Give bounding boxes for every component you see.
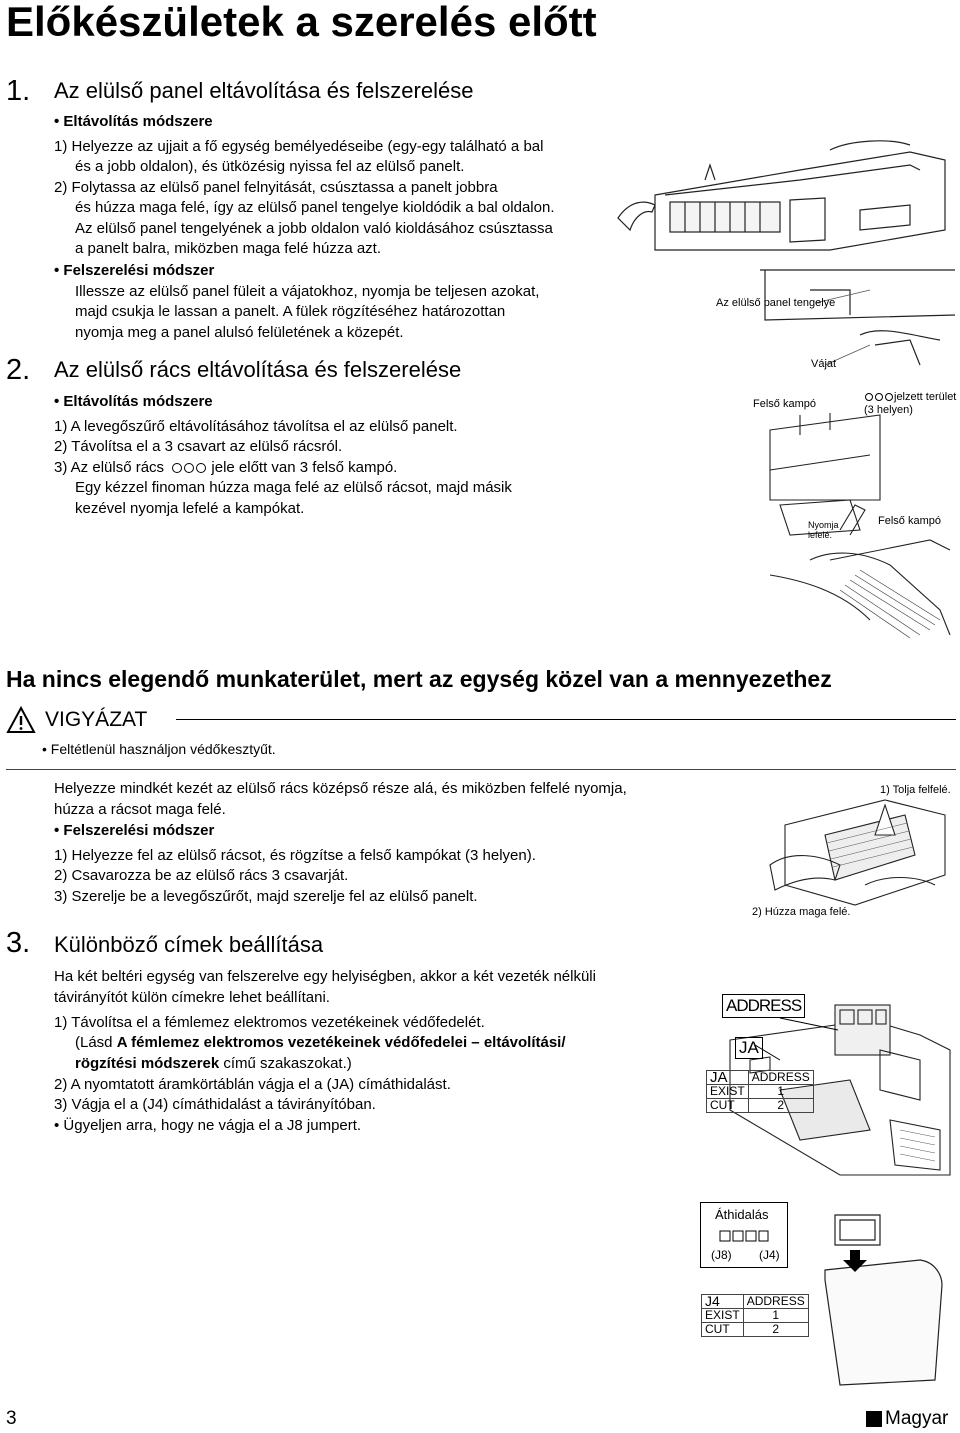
text-line: 1) Helyezze fel az elülső rácsot, és rögzítse a felső kampókat (3 helyen). — [54, 847, 536, 864]
figure-label-marked-area: jelzett terület — [864, 391, 956, 404]
text-line: Ha két beltéri egység van felszerelve egy helyiségben, akkor a két vezeték nélküli — [54, 968, 596, 985]
text-line: 3) Szerelje be a levegőszűrőt, majd szerelje fel az elülső panelt. — [54, 888, 478, 905]
table-cell: 1 — [748, 1085, 813, 1099]
table-cell: EXIST — [707, 1085, 749, 1099]
j4-address-table — [701, 1294, 809, 1337]
circle-mark-icon — [864, 391, 894, 403]
jumper-j4-label: (J4) — [759, 1248, 780, 1262]
caution-bottom-rule — [6, 769, 956, 770]
text-line: a panelt balra, miközben maga felé húzza azt. — [75, 240, 382, 257]
grille-hands-illustration — [765, 795, 955, 915]
table-cell: 1 — [743, 1309, 808, 1323]
text-line: rögzítési módszerek című szakaszokat.) — [75, 1055, 352, 1072]
text-line: nyomja meg a panel alulsó felületének a közepét. — [75, 324, 404, 341]
table-cell: J4 — [702, 1295, 744, 1309]
warning-triangle-icon — [6, 706, 36, 734]
language-square-icon — [866, 1411, 882, 1427]
figure-label-three-places: (3 helyen) — [864, 404, 913, 416]
workspace-heading: Ha nincs elegendő munkaterület, mert az egység közel van a mennyezethez — [6, 666, 832, 692]
section-3-title: Különböző címek beállítása — [54, 932, 324, 957]
section-1-title: Az elülső panel eltávolítása és felszerelése — [54, 78, 474, 103]
text-line: majd csukja le lassan a panelt. A fülek rögzítéséhez határozottan — [75, 303, 506, 320]
figure-label-push-down: Nyomja lefelé. — [808, 520, 839, 540]
caution-item: • Feltétlenül használjon védőkesztyűt. — [42, 741, 276, 757]
board-label-ja: JA — [735, 1037, 763, 1059]
text-line: 2) Csavarozza be az elülső rács 3 csavarját. — [54, 867, 349, 884]
table-cell: CUT — [707, 1099, 749, 1113]
workspace-install-heading: • Felszerelési módszer — [54, 822, 215, 839]
table-cell: ADDRESS — [748, 1071, 813, 1085]
jumper-pins-icon — [719, 1229, 769, 1243]
figure-label-pull: 2) Húzza maga felé. — [752, 906, 851, 918]
jumper-label: Áthidalás — [715, 1207, 769, 1222]
page-title: Előkészületek a szerelés előtt — [6, 0, 597, 45]
section-1-removal-heading: • Eltávolítás módszere — [54, 113, 213, 130]
jumper-j8-label: (J8) — [711, 1248, 732, 1262]
table-cell: CUT — [702, 1323, 744, 1337]
board-label-address: ADDRESS — [722, 994, 805, 1018]
text-line: Az elülső panel tengelyének a jobb oldalon való kioldásához csúsztassa — [75, 220, 553, 237]
figure-label-push-up: 1) Tolja felfelé. — [880, 784, 951, 796]
figure-label-groove: Vájat — [811, 358, 837, 370]
section-2-title: Az elülső rács eltávolítása és felszerelése — [54, 357, 462, 382]
ja-address-table — [706, 1070, 814, 1113]
text-line: Helyezze mindkét kezét az elülső rács középső része alá, és miközben felfelé nyomja, — [54, 780, 627, 797]
text-line: húzza a rácsot maga felé. — [54, 801, 226, 818]
caution-rule — [176, 719, 956, 720]
table-cell: 2 — [748, 1099, 813, 1113]
language-label: Magyar — [885, 1408, 949, 1429]
section-1-number: 1. — [6, 75, 31, 107]
remote-controller-illustration — [770, 1190, 960, 1390]
section-1-install-heading: • Felszerelési módszer — [54, 262, 215, 279]
text-fragment: jele előtt van 3 felső kampó. — [211, 459, 398, 476]
text-line: és húzza maga felé, így az elülső panel tengelye kioldódik a bal oldalon. — [75, 199, 555, 216]
text-line: távirányítót külön címekre lehet beállítani. — [54, 989, 330, 1006]
text-line: Illessze az elülső panel füleit a vájatokhoz, nyomja be teljesen azokat, — [75, 283, 540, 300]
text-line: kezével nyomja lefelé a kampókat. — [75, 500, 305, 517]
table-cell: 2 — [743, 1323, 808, 1337]
text-line: 3) Vágja el a (J4) címáthidalást a távirányítóban. — [54, 1096, 376, 1113]
text-line: 2) Folytassa az elülső panel felnyitását, csúsztassa a panelt jobbra — [54, 179, 498, 196]
caution-label: VIGYÁZAT — [45, 708, 148, 731]
text-line: • Ügyeljen arra, hogy ne vágja el a J8 jumpert. — [54, 1117, 362, 1134]
figure-label-upper-hook-2: Felső kampó — [878, 515, 941, 527]
text-line — [54, 458, 397, 479]
section-2-removal-heading: • Eltávolítás módszere — [54, 393, 213, 410]
text-line: és a jobb oldalon), és ütközésig nyissa fel az elülső panelt. — [75, 158, 465, 175]
table-cell: ADDRESS — [743, 1295, 808, 1309]
front-panel-illustration — [610, 140, 955, 375]
figure-label-upper-hook: Felső kampó — [753, 398, 816, 410]
text-line: (Lásd A fémlemez elektromos vezetékeinek védőfedelei – eltávolítási/ — [75, 1034, 566, 1051]
text-line: 1) A levegőszűrő eltávolításához távolítsa el az elülső panelt. — [54, 418, 458, 435]
text-fragment: 3) Az elülső rács — [54, 459, 165, 476]
text-line: 2) Távolítsa el a 3 csavart az elülső rácsról. — [54, 438, 343, 455]
figure-label-panel-axis: Az elülső panel tengelye — [716, 297, 836, 309]
circle-mark-icon — [171, 459, 207, 476]
table-cell: JA — [707, 1071, 749, 1085]
text-line: Egy kézzel finoman húzza maga felé az elülső rácsot, majd másik — [75, 479, 512, 496]
text-line: 1) Távolítsa el a fémlemez elektromos vezetékeinek védőfedelét. — [54, 1014, 485, 1031]
table-cell: EXIST — [702, 1309, 744, 1323]
text-line: 2) A nyomtatott áramkörtáblán vágja el a (JA) címáthidalást. — [54, 1076, 451, 1093]
page-number: 3 — [6, 1408, 17, 1429]
text-line: 1) Helyezze az ujjait a fő egység bemélyedéseibe (egy-egy található a bal — [54, 138, 544, 155]
section-2-number: 2. — [6, 354, 31, 386]
section-3-number: 3. — [6, 927, 31, 959]
